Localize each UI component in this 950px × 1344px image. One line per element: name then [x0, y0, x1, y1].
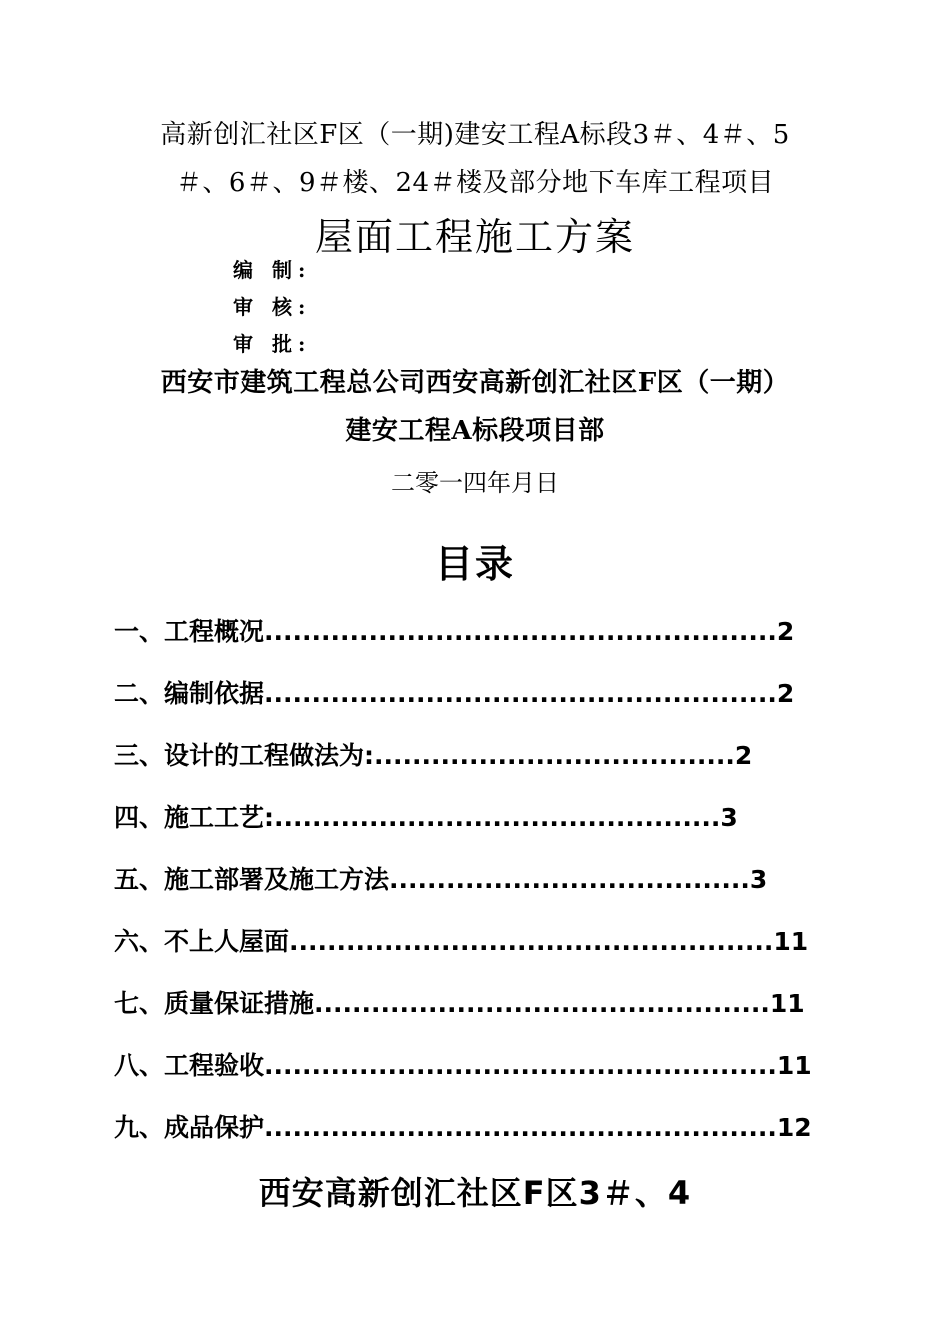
toc-entry-page: 2 [776, 679, 795, 708]
toc-entry [114, 736, 752, 772]
toc-entry [114, 984, 805, 1020]
signature-approved: 审 批: [233, 332, 312, 356]
signature-compiled: 编 制: [233, 258, 312, 282]
toc-title: 目录 [434, 542, 515, 586]
toc-entry-leader: ...................................................... [264, 1051, 777, 1080]
toc-entry-page: 12 [776, 1113, 812, 1142]
toc-entry-label: 八、工程验收 [114, 1051, 265, 1080]
toc-entry [114, 922, 808, 958]
organization-line-2: 建安工程A标段项目部 [345, 416, 605, 446]
toc-entry-page: 11 [769, 989, 805, 1018]
document-title: 屋面工程施工方案 [314, 215, 635, 259]
toc-entry-label: 四、施工工艺: [114, 803, 274, 832]
toc-entry-page: 11 [776, 1051, 812, 1080]
document-date: 二零一四年月日 [391, 469, 559, 497]
project-subtitle-line-1: 高新创汇社区F区（一期)建安工程A标段3＃、4＃、5 [160, 120, 790, 150]
toc-entry [114, 612, 794, 648]
signature-reviewed: 审 核: [233, 295, 312, 319]
toc-entry-page: 3 [720, 803, 738, 832]
toc-entry-leader: ...................................... [389, 865, 750, 894]
toc-entry-label: 三、设计的工程做法为: [114, 741, 374, 770]
toc-entry-leader: ...................................................... [264, 617, 777, 646]
toc-entry-page: 11 [773, 927, 809, 956]
toc-entry-label: 九、成品保护 [114, 1113, 265, 1142]
toc-entry [114, 860, 767, 896]
toc-entry-leader: ................................................ [314, 989, 770, 1018]
toc-entry-page: 2 [776, 617, 795, 646]
toc-entry-label: 一、工程概况 [114, 617, 265, 646]
toc-entry-page: 2 [734, 741, 753, 770]
organization-line-1: 西安市建筑工程总公司西安高新创汇社区F区（一期） [160, 368, 790, 398]
toc-entry [114, 1046, 812, 1082]
toc-entry [114, 1108, 812, 1144]
toc-entry-label: 六、不上人屋面 [114, 927, 290, 956]
toc-entry-leader: ................................................... [289, 927, 774, 956]
toc-entry-label: 五、施工部署及施工方法 [114, 865, 390, 894]
toc-entry-label: 二、编制依据 [114, 679, 265, 708]
toc-entry-leader: ...................................................... [264, 679, 777, 708]
toc-entry-leader: ............................................... [274, 803, 721, 832]
toc-entry [114, 798, 738, 834]
toc-entry-page: 3 [749, 865, 768, 894]
toc-entry [114, 674, 794, 710]
next-section-heading: 西安高新创汇社区F区3＃、4 [258, 1174, 692, 1212]
project-subtitle-line-2: ＃、6＃、9＃楼、24＃楼及部分地下车库工程项目 [175, 168, 775, 198]
toc-entry-leader: ...................................... [374, 741, 735, 770]
toc-entry-leader: ...................................................... [264, 1113, 777, 1142]
toc-entry-label: 七、质量保证措施 [114, 989, 315, 1018]
